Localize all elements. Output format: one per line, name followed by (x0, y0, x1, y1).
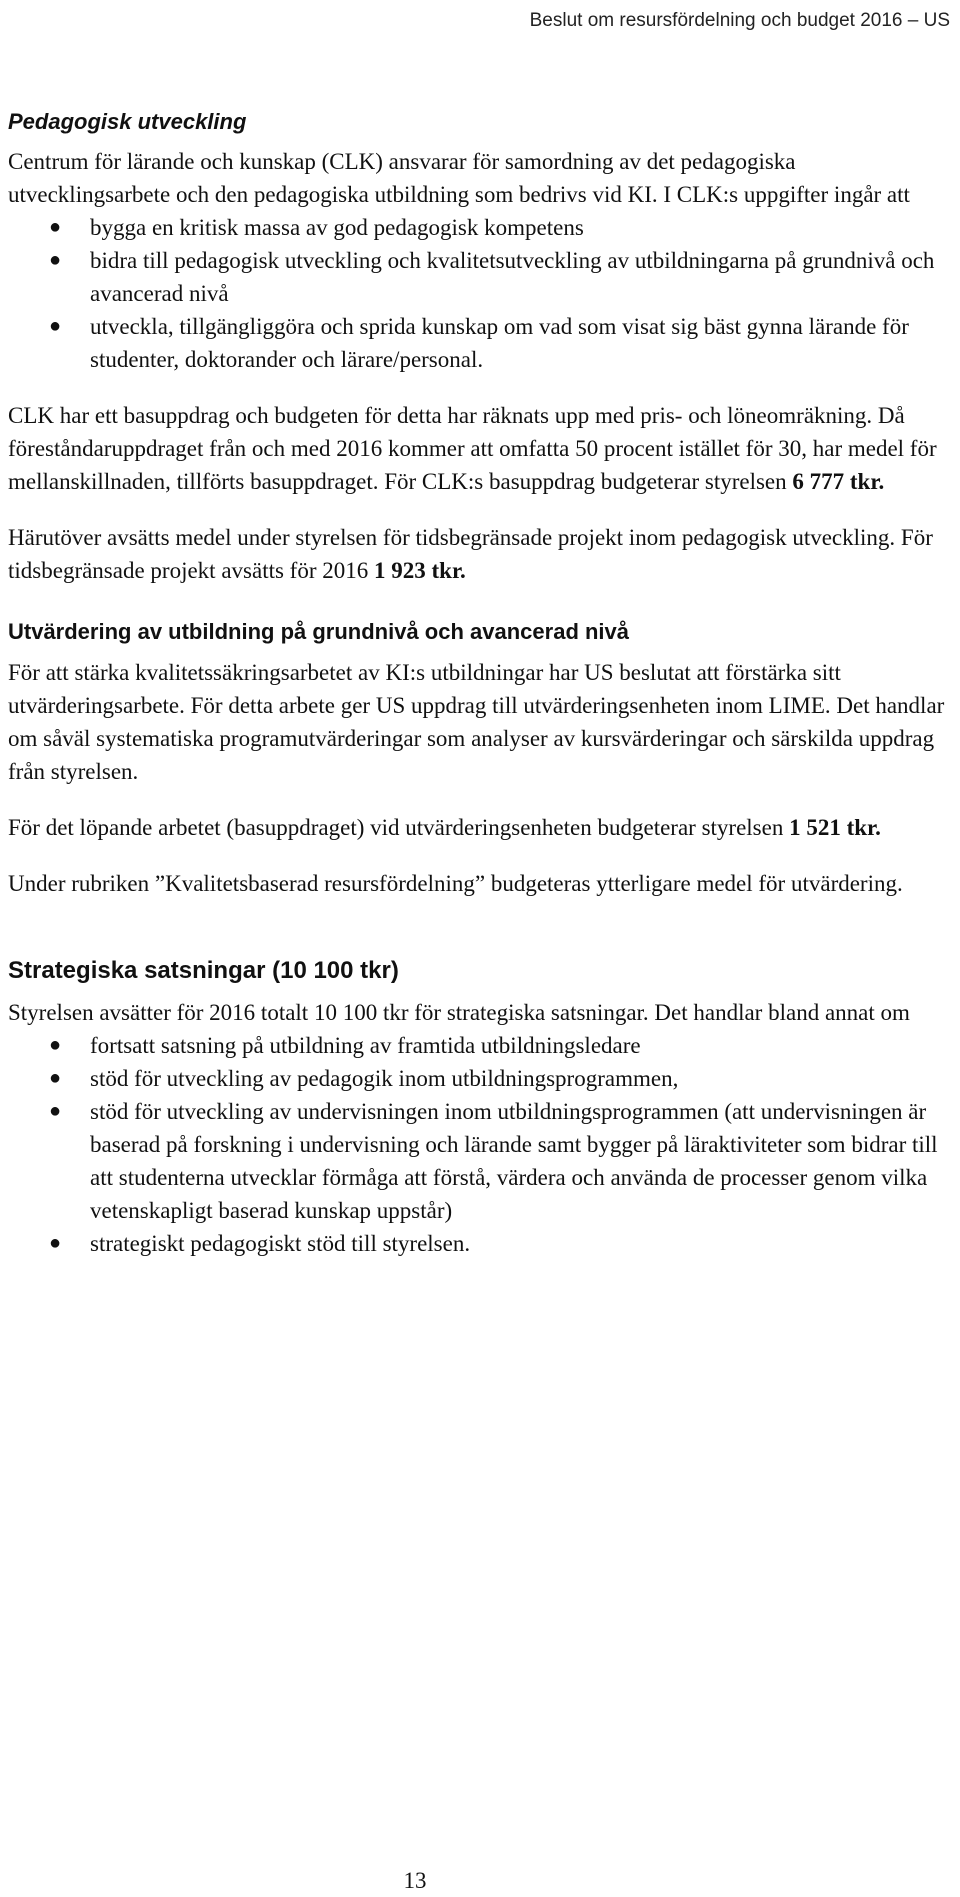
paragraph-kvalitetsbaserad: Under rubriken ”Kvalitetsbaserad resursfördelning” budgeteras ytterligare medel för utvärdering. (8, 871, 903, 896)
paragraph-text: CLK har ett basuppdrag och budgeten för detta har räknats upp med pris- och löneomräkning. Då föreståndaruppdraget från och med 2016 kommer att omfatta 50 procent istället för 30, har medel för mellanskillnaden, tillförts basuppdraget. För CLK:s basuppdrag budgeterar styrelsen (8, 403, 937, 494)
page-number: 13 (403, 1868, 427, 1893)
list-item-text: bidra till pedagogisk utveckling och kvalitetsutveckling av utbildningarna på grundnivå och avancerad nivå (90, 248, 935, 306)
strategic-list (8, 1029, 958, 1260)
paragraph-clk-budget (8, 399, 958, 498)
list-item (8, 310, 958, 376)
budget-amount: 6 777 tkr. (792, 469, 885, 494)
heading-utvardering: Utvärdering av utbildning på grundnivå och avancerad nivå (8, 619, 630, 644)
list-item (8, 1095, 958, 1227)
list-item (8, 1062, 958, 1095)
list-item (8, 1029, 958, 1062)
list-item-text: utveckla, tillgängliggöra och sprida kunskap om vad som visat sig bäst gynna lärande för studenter, doktorander och lärare/personal. (90, 314, 909, 372)
paragraph-text: För det löpande arbetet (basuppdraget) vid utvärderingsenheten budgeterar styrelsen (8, 815, 790, 840)
paragraph-project-budget (8, 521, 958, 587)
bullet-icon: ● (49, 249, 62, 271)
clk-tasks-list (8, 211, 958, 376)
running-header: Beslut om resursfördelning och budget 2016 – US (529, 10, 950, 31)
list-item (8, 211, 958, 244)
paragraph-utvardering-intro: För att stärka kvalitetssäkringsarbetet av KI:s utbildningar har US beslutat att förstärka sitt utvärderingsarbete. För detta arbete ger US uppdrag till utvärderingsenheten inom LIME. Det handlar om såväl systematiska programutvärderingar som analyser av kursvärderingar och särskilda uppdrag från styrelsen. (8, 660, 945, 784)
bullet-icon: ● (49, 315, 62, 337)
list-item-text: stöd för utveckling av pedagogik inom utbildningsprogrammen, (90, 1066, 679, 1091)
list-item-text: stöd för utveckling av undervisningen inom utbildningsprogrammen (att undervisningen är baserad på forskning i undervisning och lärande samt bygger på läraktiviteter som bidrar till att studenterna utvecklar förmåga att förstå, värdera och använda de processer genom vilka vetenskapligt baserad kunskap uppstår) (90, 1099, 938, 1223)
budget-amount: 1 923 tkr. (374, 558, 466, 583)
list-item-text: strategiskt pedagogiskt stöd till styrelsen. (90, 1231, 471, 1256)
document-body (8, 108, 958, 1260)
heading-strategiska-satsningar: Strategiska satsningar (10 100 tkr) (8, 957, 399, 984)
budget-amount: 1 521 tkr. (789, 815, 881, 840)
paragraph-text: Härutöver avsätts medel under styrelsen för tidsbegränsade projekt inom pedagogisk utveckling. För tidsbegränsade projekt avsätts för 2016 (8, 525, 933, 583)
bullet-icon: ● (49, 216, 62, 238)
bullet-icon: ● (49, 1100, 62, 1122)
heading-pedagogisk-utveckling: Pedagogisk utveckling (8, 109, 247, 134)
list-item (8, 244, 958, 310)
list-item-text: bygga en kritisk massa av god pedagogisk kompetens (90, 215, 584, 240)
bullet-icon: ● (49, 1034, 62, 1056)
list-item-text: fortsatt satsning på utbildning av framtida utbildningsledare (90, 1033, 641, 1058)
paragraph-clk-intro: Centrum för lärande och kunskap (CLK) ansvarar för samordning av det pedagogiska utvecklingsarbete och den pedagogiska utbildning som bedrivs vid KI. I CLK:s uppgifter ingår att (8, 149, 910, 207)
bullet-icon: ● (49, 1232, 62, 1254)
paragraph-strategiska-intro: Styrelsen avsätter för 2016 totalt 10 100 tkr för strategiska satsningar. Det handlar bland annat om (8, 1000, 910, 1025)
paragraph-utvardering-budget (8, 811, 958, 844)
list-item (8, 1227, 958, 1260)
bullet-icon: ● (49, 1067, 62, 1089)
